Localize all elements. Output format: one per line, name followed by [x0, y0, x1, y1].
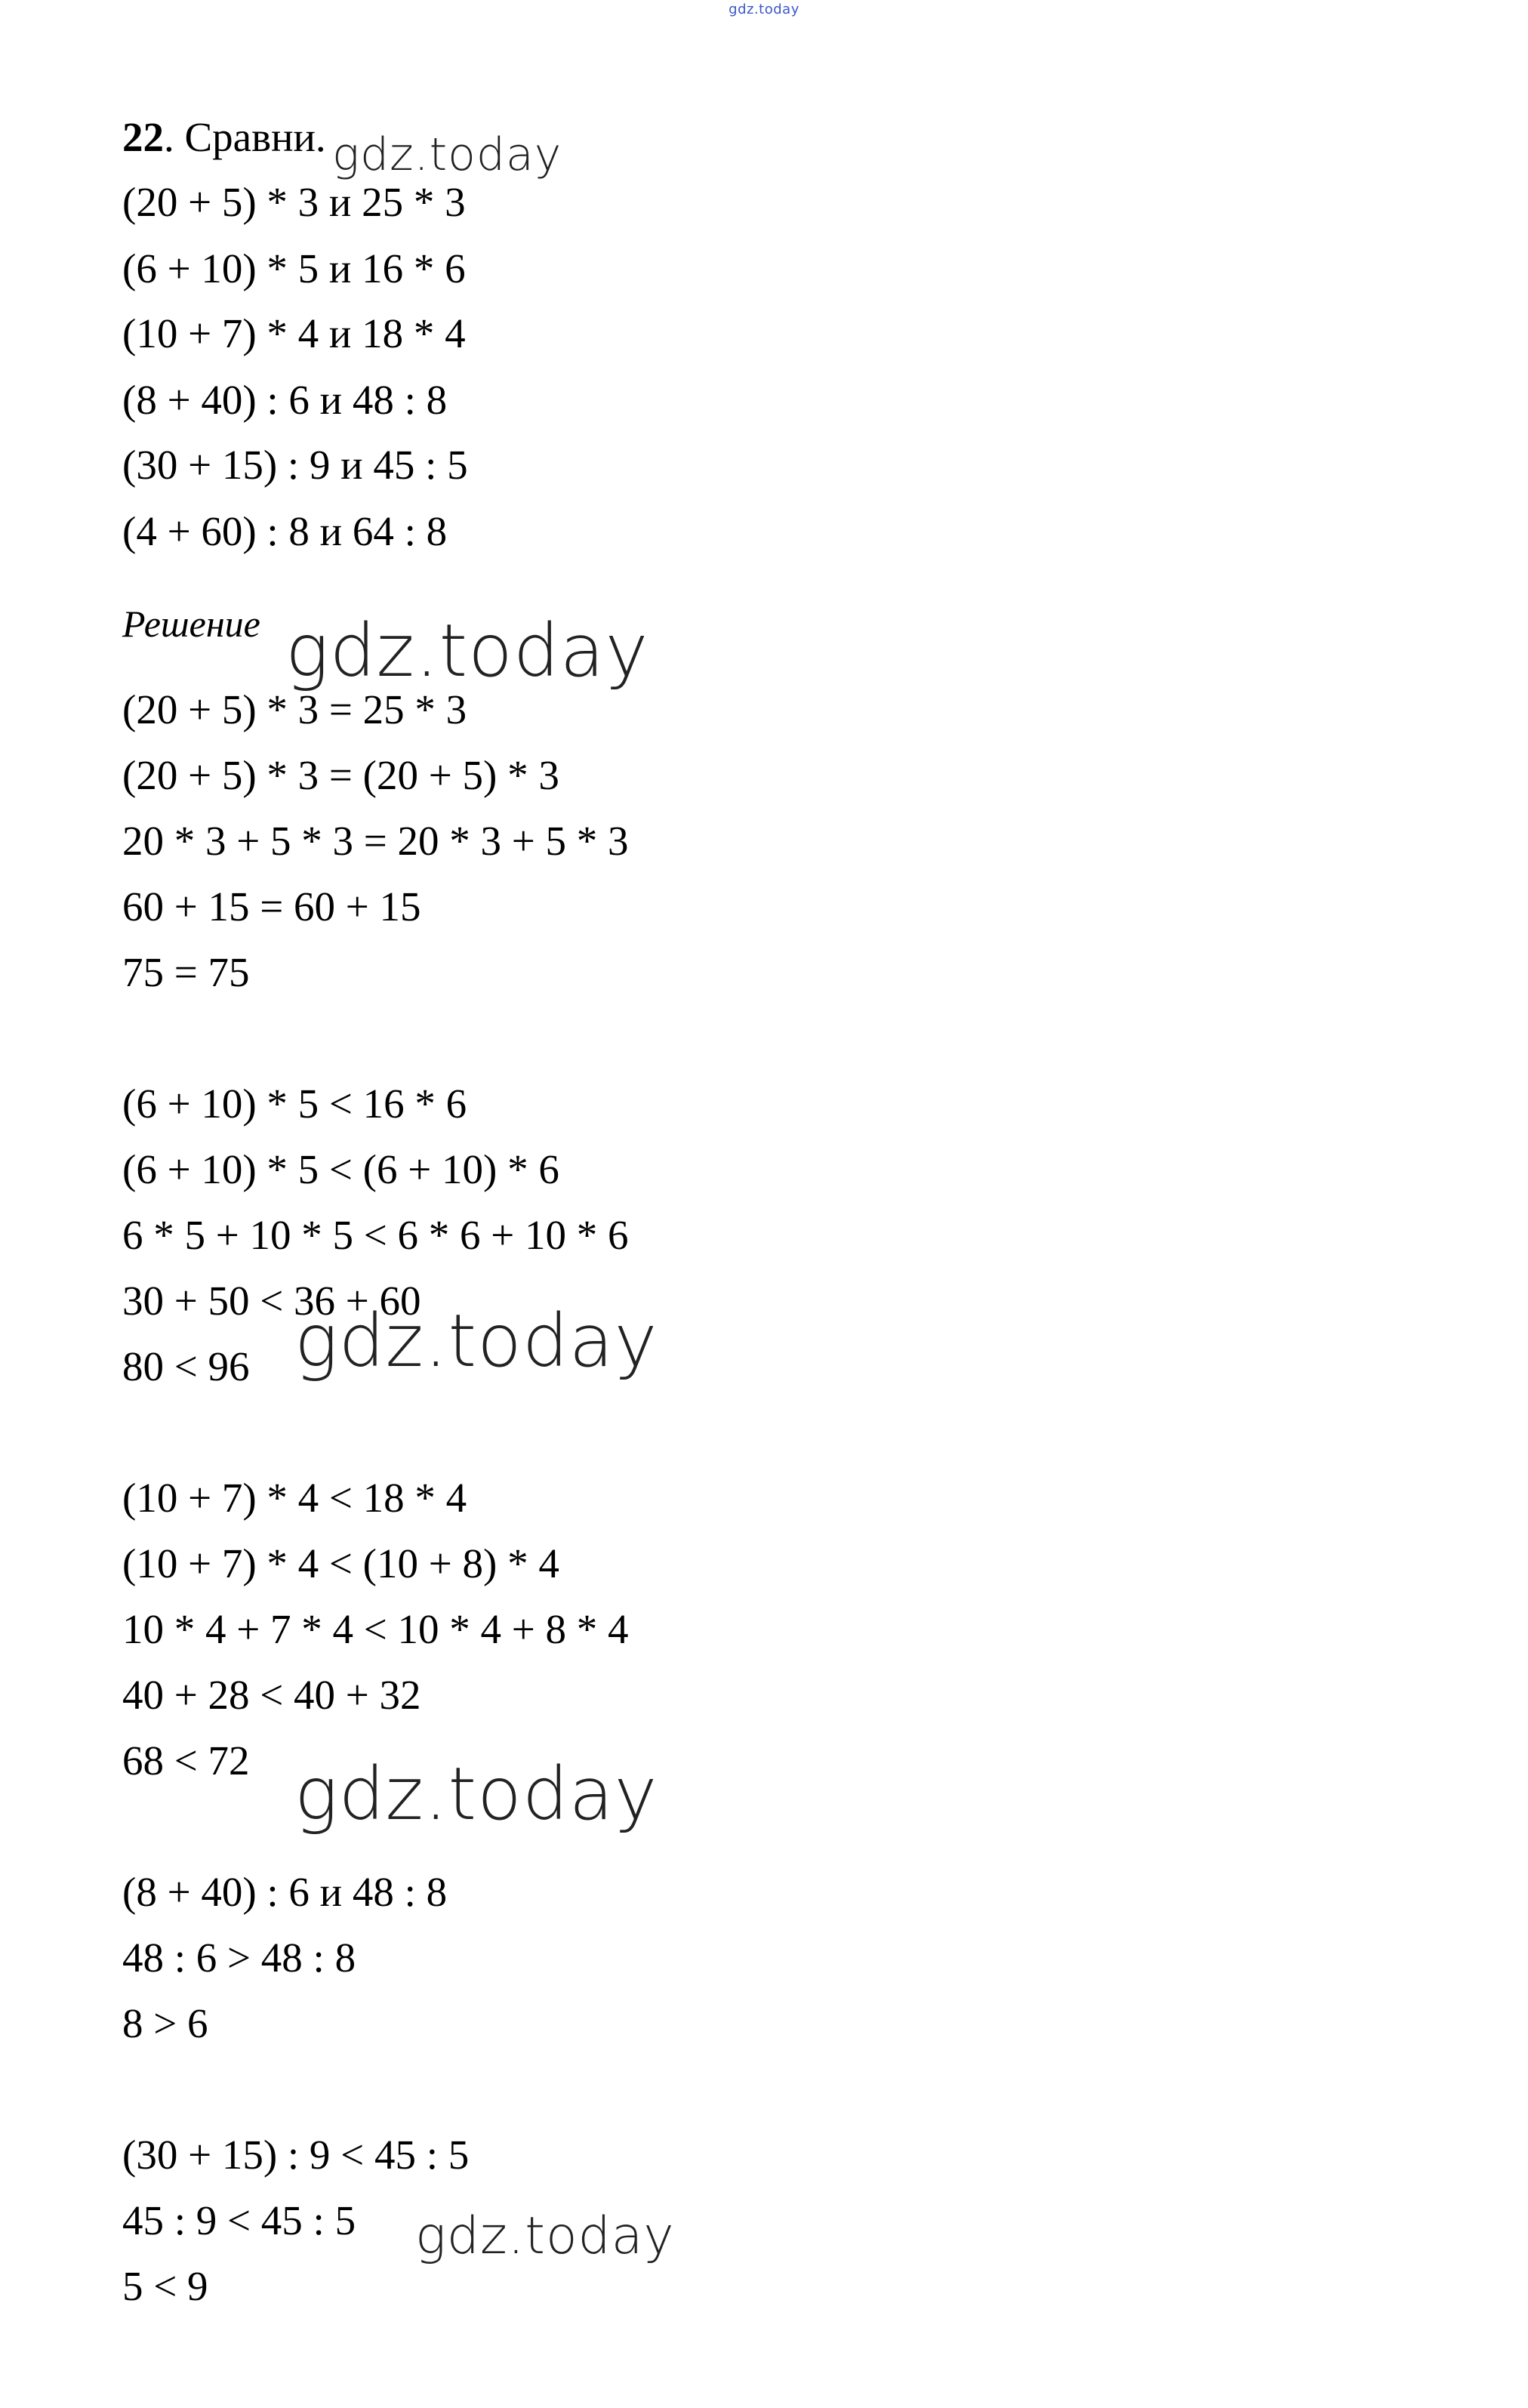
problem-line: (20 + 5) * 3 и 25 * 3 — [122, 179, 466, 225]
solution-line: 60 + 15 = 60 + 15 — [122, 883, 421, 930]
solution-line: (8 + 40) : 6 и 48 : 8 — [122, 1869, 448, 1915]
problem-line: (4 + 60) : 8 и 64 : 8 — [122, 508, 448, 554]
solution-line: 5 < 9 — [122, 2263, 208, 2309]
solution-line: 40 + 28 < 40 + 32 — [122, 1672, 421, 1718]
solution-line: (6 + 10) * 5 < 16 * 6 — [122, 1081, 467, 1127]
problem-line: (10 + 7) * 4 и 18 * 4 — [122, 310, 466, 356]
solution-line: 75 = 75 — [122, 949, 250, 995]
solution-line: 10 * 4 + 7 * 4 < 10 * 4 + 8 * 4 — [122, 1606, 629, 1652]
watermark: gdz.today — [294, 1752, 658, 1836]
task-number: 22 — [122, 114, 164, 160]
solution-line: (20 + 5) * 3 = 25 * 3 — [122, 686, 467, 732]
watermark: gdz.today — [332, 128, 562, 181]
solution-line: 8 > 6 — [122, 2000, 208, 2046]
task-title: . Сравни. — [164, 114, 326, 160]
solution-line: 48 : 6 > 48 : 8 — [122, 1935, 356, 1981]
problem-line: (8 + 40) : 6 и 48 : 8 — [122, 377, 448, 423]
solution-line: (6 + 10) * 5 < (6 + 10) * 6 — [122, 1146, 559, 1192]
solution-line: (20 + 5) * 3 = (20 + 5) * 3 — [122, 752, 559, 798]
problem-line: (6 + 10) * 5 и 16 * 6 — [122, 245, 466, 291]
solution-line: 68 < 72 — [122, 1737, 250, 1784]
problem-line: (30 + 15) : 9 и 45 : 5 — [122, 442, 468, 488]
watermark: gdz.today — [415, 2206, 675, 2266]
solution-line: 20 * 3 + 5 * 3 = 20 * 3 + 5 * 3 — [122, 818, 629, 864]
top-watermark: gdz.today — [729, 2, 799, 17]
solution-line: (10 + 7) * 4 < (10 + 8) * 4 — [122, 1540, 559, 1586]
solution-line: 6 * 5 + 10 * 5 < 6 * 6 + 10 * 6 — [122, 1212, 629, 1258]
watermark: gdz.today — [294, 1299, 658, 1383]
solution-line: 80 < 96 — [122, 1343, 250, 1389]
solution-line: 45 : 9 < 45 : 5 — [122, 2197, 356, 2243]
solution-heading: Решение — [122, 603, 260, 645]
task-heading — [122, 115, 326, 160]
solution-line: (10 + 7) * 4 < 18 * 4 — [122, 1475, 467, 1521]
solution-line: 30 + 50 < 36 + 60 — [122, 1278, 421, 1324]
watermark: gdz.today — [285, 609, 649, 693]
solution-line: (30 + 15) : 9 < 45 : 5 — [122, 2132, 470, 2178]
